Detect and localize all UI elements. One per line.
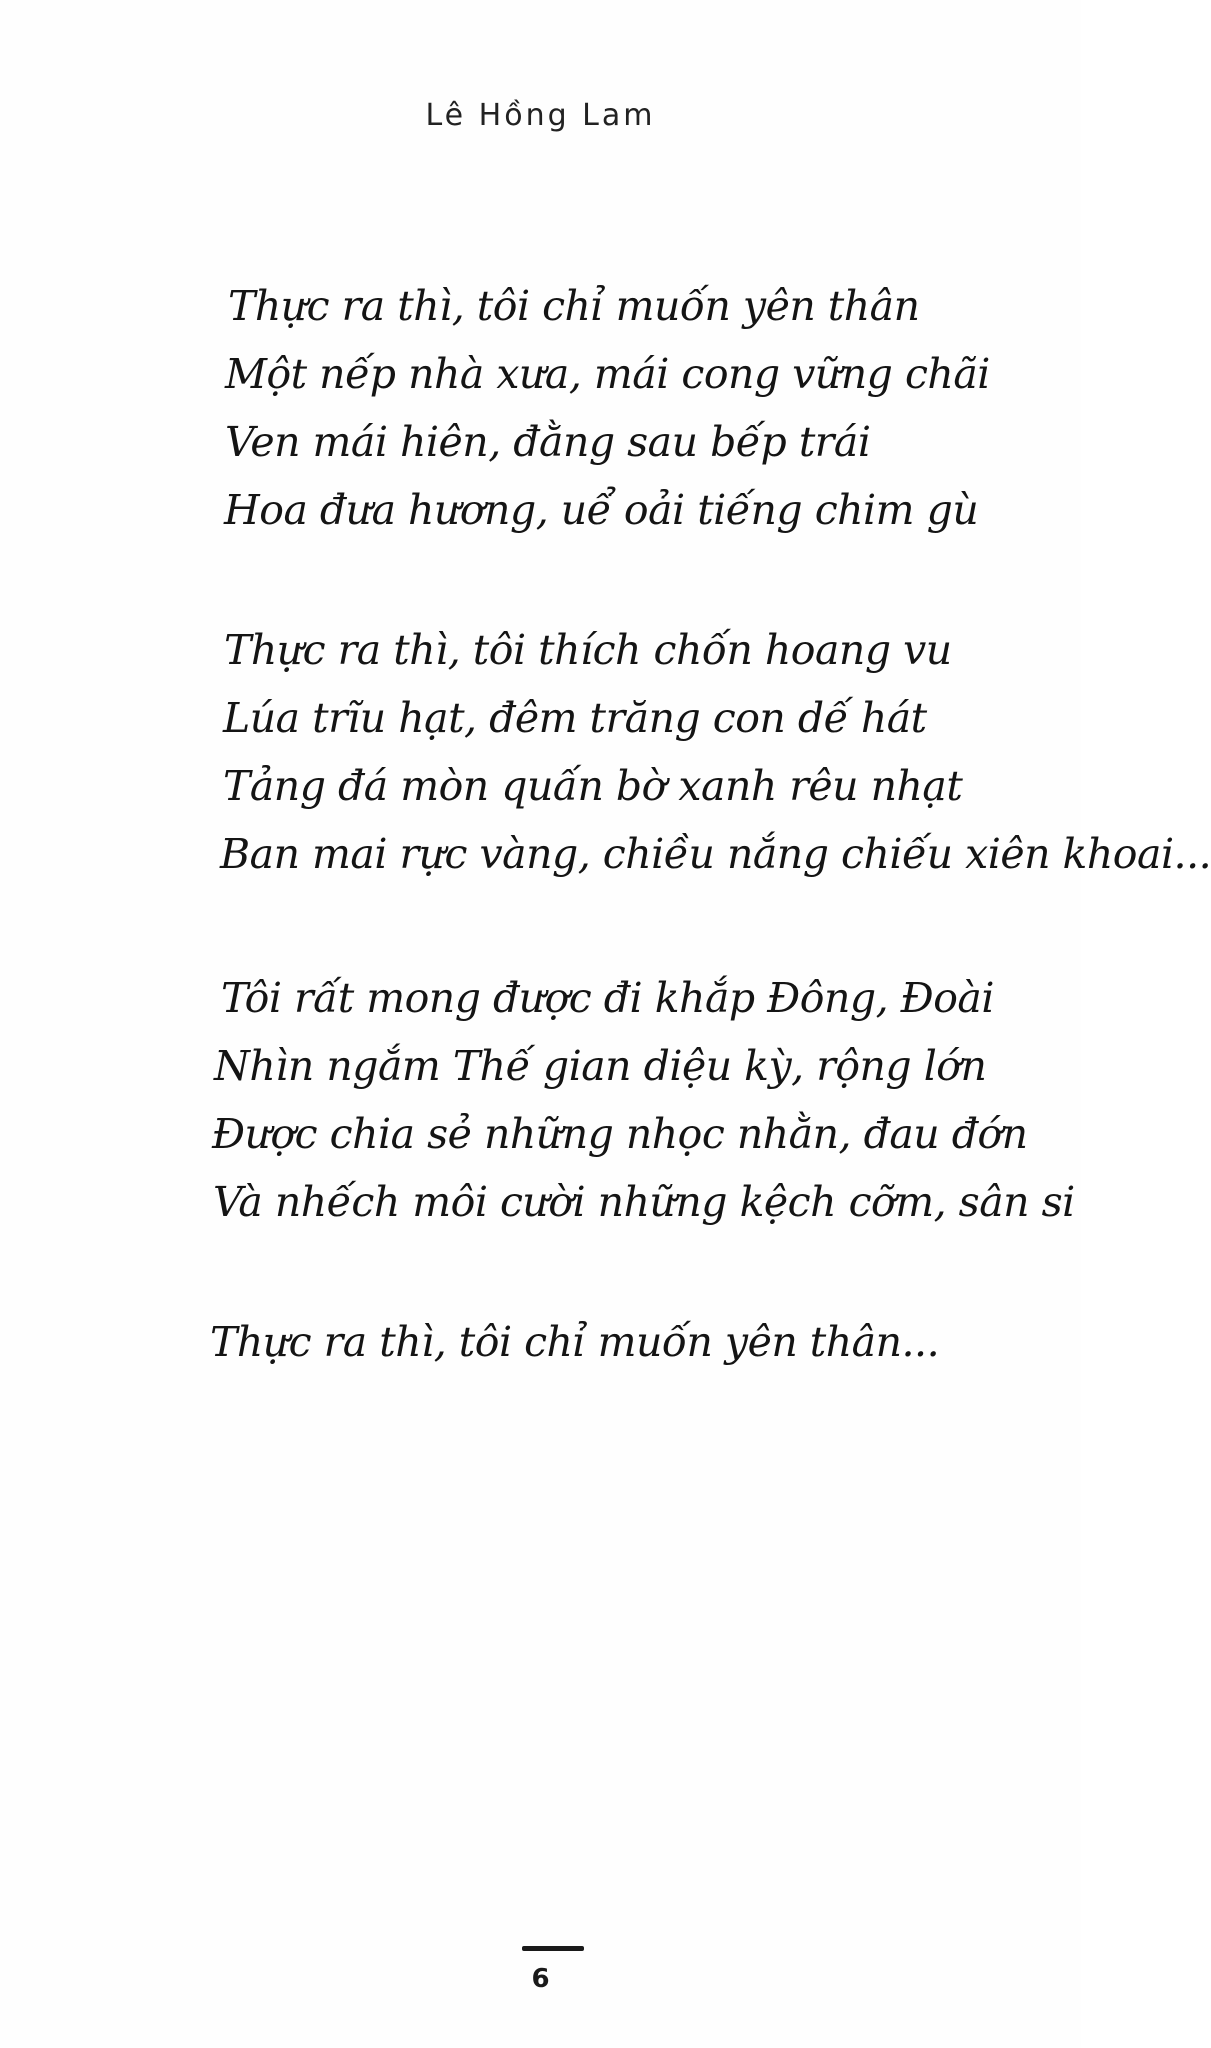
poem-line: Thực ra thì, tôi thích chốn hoang vu bbox=[224, 626, 952, 674]
poem-line: Ban mai rực vàng, chiều nắng chiếu xiên khoai... bbox=[220, 830, 1211, 878]
poem-line: Thực ra thì, tôi chỉ muốn yên thân bbox=[228, 282, 920, 330]
page-number-rule bbox=[522, 1946, 584, 1951]
poem-line: Thực ra thì, tôi chỉ muốn yên thân... bbox=[210, 1318, 940, 1366]
page-number: 6 bbox=[531, 1964, 550, 1994]
poem-line: Tôi rất mong được đi khắp Đông, Đoài bbox=[221, 974, 994, 1022]
poem-line: Một nếp nhà xưa, mái cong vững chãi bbox=[225, 350, 990, 398]
poem-line: Lúa trĩu hạt, đêm trăng con dế hát bbox=[223, 694, 927, 742]
poem-line: Ven mái hiên, đằng sau bếp trái bbox=[225, 418, 871, 466]
poem-line: Và nhếch môi cười những kệch cỡm, sân si bbox=[213, 1178, 1075, 1226]
poem-line: Tảng đá mòn quấn bờ xanh rêu nhạt bbox=[223, 762, 963, 810]
poem-line: Hoa đưa hương, uể oải tiếng chim gù bbox=[224, 486, 979, 534]
poem-line: Nhìn ngắm Thế gian diệu kỳ, rộng lớn bbox=[214, 1042, 987, 1090]
poem-line: Được chia sẻ những nhọc nhằn, đau đớn bbox=[212, 1110, 1028, 1158]
running-header-author: Lê Hồng Lam bbox=[425, 98, 656, 133]
